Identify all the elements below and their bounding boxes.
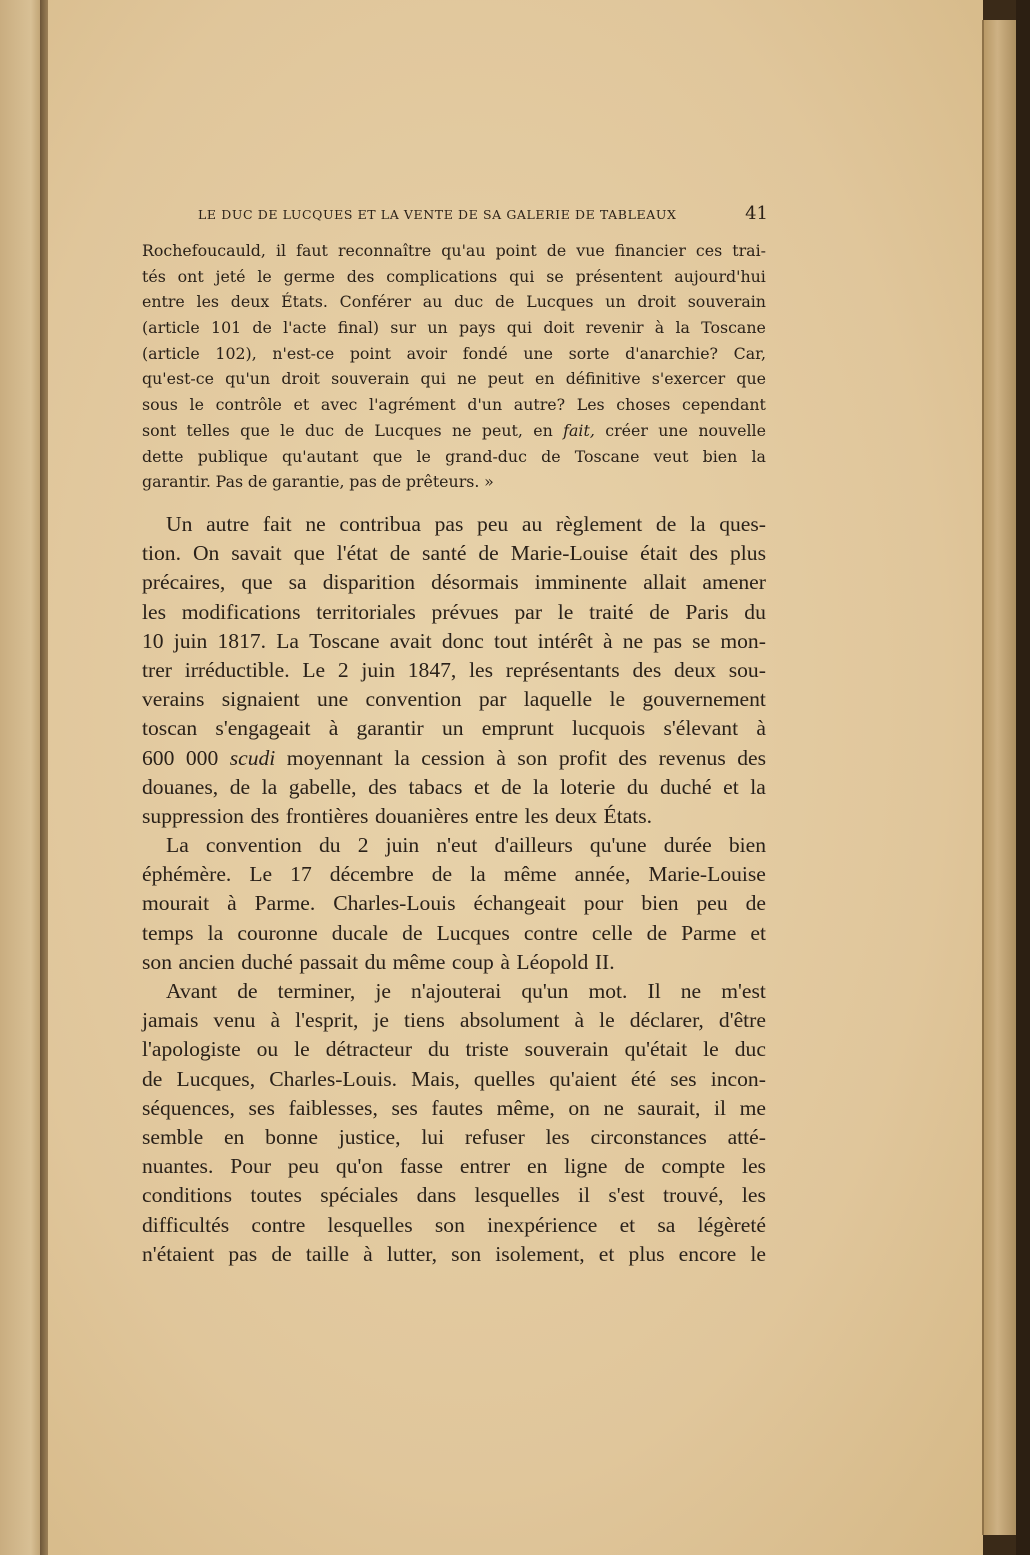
text-line: précaires, que sa disparition désormais imminente allait amener <box>142 570 766 595</box>
background-shadow <box>1016 0 1030 1555</box>
text-line: séquences, ses faiblesses, ses fautes même, on ne saurait, il me <box>142 1095 766 1120</box>
text-line: suppression des frontières douanières entre les deux États. <box>142 803 653 828</box>
text-line: conditions toutes spéciales dans lesquelles il s'est trouvé, les <box>142 1183 766 1208</box>
text-line: toscan s'engageait à garantir un emprunt lucquois s'élevant à <box>142 716 766 741</box>
text-line: entre les deux États. Conférer au duc de Lucques un droit souverain <box>142 292 766 312</box>
text-line: semble en bonne justice, lui refuser les circonstances atté- <box>142 1124 766 1149</box>
text-line: sont telles que le duc de Lucques ne peut, en fait, créer une nouvelle <box>142 420 766 440</box>
facing-page-edge <box>0 0 44 1555</box>
quoted-passage <box>142 238 766 495</box>
text-line: (article 101 de l'acte final) sur un pays qui doit revenir à la Toscane <box>142 318 766 338</box>
text-line: difficultés contre lesquelles son inexpérience et sa légèreté <box>142 1212 766 1237</box>
page-stack-edge <box>982 20 1018 1535</box>
text-line: temps la couronne ducale de Lucques contre celle de Parme et <box>142 920 766 945</box>
text-line: trer irréductible. Le 2 juin 1847, les représentants des deux sou- <box>142 657 766 682</box>
text-line: garantir. Pas de garantie, pas de prêteurs. » <box>142 472 494 492</box>
text-line: sous le contrôle et avec l'agrément d'un autre? Les choses cependant <box>142 395 766 415</box>
text-line: verains signaient une convention par laquelle le gouvernement <box>142 687 766 712</box>
text-line: qu'est-ce qu'un droit souverain qui ne peut en définitive s'exercer que <box>142 369 766 389</box>
text-line: Rochefoucauld, il faut reconnaître qu'au point de vue financier ces trai- <box>142 241 766 260</box>
text-line: 600 000 scudi moyennant la cession à son profit des revenus des <box>142 745 766 770</box>
text-line: tés ont jeté le germe des complications qui se présentent aujourd'hui <box>142 266 766 286</box>
running-title: LE DUC DE LUCQUES ET LA VENTE DE SA GALERIE DE TABLEAUX <box>198 207 677 222</box>
text-line: 10 juin 1817. La Toscane avait donc tout intérêt à ne pas se mon- <box>142 628 766 653</box>
text-line: jamais venu à l'esprit, je tiens absolument à le déclarer, d'être <box>142 1008 766 1033</box>
text-line: dette publique qu'autant que le grand-duc de Toscane veut bien la <box>142 446 766 466</box>
text-line: tion. On savait que l'état de santé de Marie-Louise était des plus <box>142 541 766 566</box>
text-line: l'apologiste ou le détracteur du triste souverain qu'était le duc <box>142 1037 766 1062</box>
text-line: Un autre fait ne contribua pas peu au règlement de la ques- <box>166 512 766 536</box>
text-line: éphémère. Le 17 décembre de la même année, Marie-Louise <box>142 862 766 887</box>
text-line: son ancien duché passait du même coup à Léopold II. <box>142 949 615 974</box>
text-line: n'étaient pas de taille à lutter, son isolement, et plus encore le <box>142 1241 766 1266</box>
text-line: nuantes. Pour peu qu'on fasse entrer en ligne de compte les <box>142 1154 766 1179</box>
body-text <box>142 510 766 1269</box>
running-head <box>198 203 768 227</box>
text-line: La convention du 2 juin n'eut d'ailleurs qu'une durée bien <box>166 833 766 858</box>
text-line: douanes, de la gabelle, des tabacs et de la loterie du duché et la <box>142 774 766 799</box>
text-line: mourait à Parme. Charles-Louis échangeait pour bien peu de <box>142 891 766 916</box>
page-number: 41 <box>745 203 768 224</box>
text-line: de Lucques, Charles-Louis. Mais, quelles qu'aient été ses incon- <box>142 1066 766 1091</box>
text-line: (article 102), n'est-ce point avoir fondé une sorte d'anarchie? Car, <box>142 343 766 363</box>
text-line: les modifications territoriales prévues par le traité de Paris du <box>142 599 766 624</box>
text-line: Avant de terminer, je n'ajouterai qu'un mot. Il ne m'est <box>166 979 766 1003</box>
